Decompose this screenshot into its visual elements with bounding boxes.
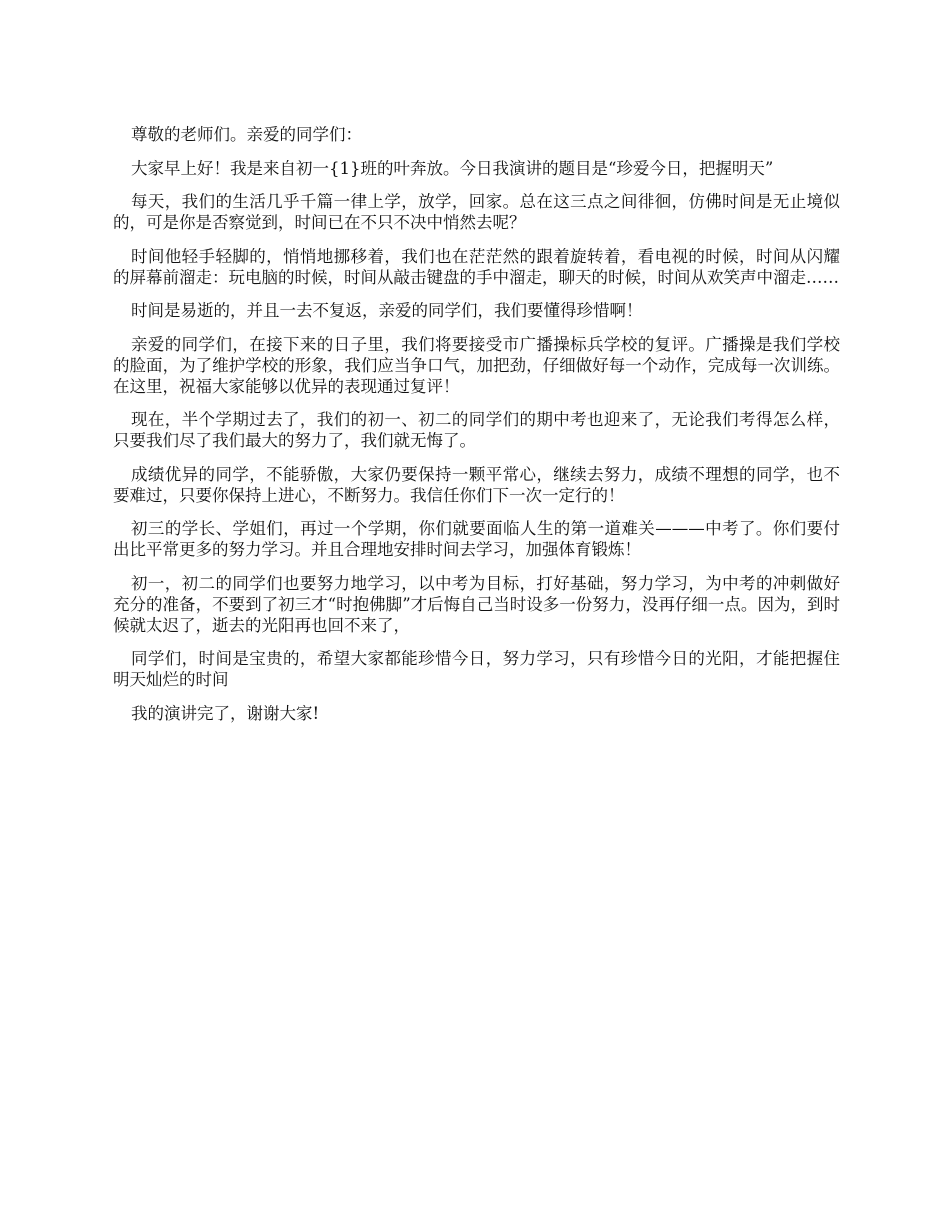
speech-body bbox=[113, 124, 840, 736]
paragraph-greeting: 大家早上好！我是来自初一{1}班的叶奔放。今日我演讲的题目是“珍爱今日，把握明天” bbox=[131, 158, 774, 178]
paragraph: 成绩优异的同学，不能骄傲，大家仍要保持一颗平常心，继续去努力，成绩不理想的同学，也不要难过，只要你保持上进心，不断努力。我信任你们下一次一定行的！ bbox=[113, 464, 840, 505]
paragraph-salutation: 尊敬的老师们。亲爱的同学们： bbox=[131, 125, 362, 144]
paragraph: 同学们，时间是宝贵的，希望大家都能珍惜今日，努力学习，只有珍惜今日的光阳，才能把握住明天灿烂的时间 bbox=[113, 649, 840, 689]
paragraph-closing: 我的演讲完了，谢谢大家! bbox=[131, 703, 320, 723]
paragraph: 亲爱的同学们，在接下来的日子里，我们将要接受市广播操标兵学校的复评。广播操是我们学校的脸面，为了维护学校的形象，我们应当争口气，加把劲，仔细做好每一个动作，完成每一次训练。在这里，祝福大家能够以优异的表现通过复评！ bbox=[113, 334, 840, 396]
paragraph: 初三的学长、学姐们，再过一个学期，你们就要面临人生的第一道难关———中考了。你们要付出比平常更多的努力学习。并且合理地安排时间去学习，加强体育锻炼！ bbox=[113, 519, 840, 559]
paragraph: 初一，初二的同学们也要努力地学习，以中考为目标，打好基础，努力学习，为中考的冲刺做好充分的准备，不要到了初三才“时抱佛脚”才后悔自己当时设多一份努力，没再仔细一点。因为，到时候就太迟了，逝去的光阳再也回不来了， bbox=[113, 573, 840, 635]
paragraph: 现在，半个学期过去了，我们的初一、初二的同学们的期中考也迎来了，无论我们考得怎么样，只要我们尽了我们最大的努力了，我们就无悔了。 bbox=[113, 410, 840, 450]
paragraph: 时间他轻手轻脚的，悄悄地挪移着，我们也在茫茫然的跟着旋转着，看电视的时候，时间从闪耀的屏幕前溜走：玩电脑的时候，时间从敲击键盘的手中溜走，聊天的时候，时间从欢笑声中溜走…… bbox=[113, 246, 840, 287]
paragraph: 每天，我们的生活几乎千篇一律上学，放学，回家。总在这三点之间徘徊，仿佛时间是无止境似的，可是你是否察觉到，时间已在不只不决中悄然去呢？ bbox=[113, 192, 840, 232]
paragraph: 时间是易逝的，并且一去不复返，亲爱的同学们，我们要懂得珍惜啊！ bbox=[131, 301, 643, 320]
